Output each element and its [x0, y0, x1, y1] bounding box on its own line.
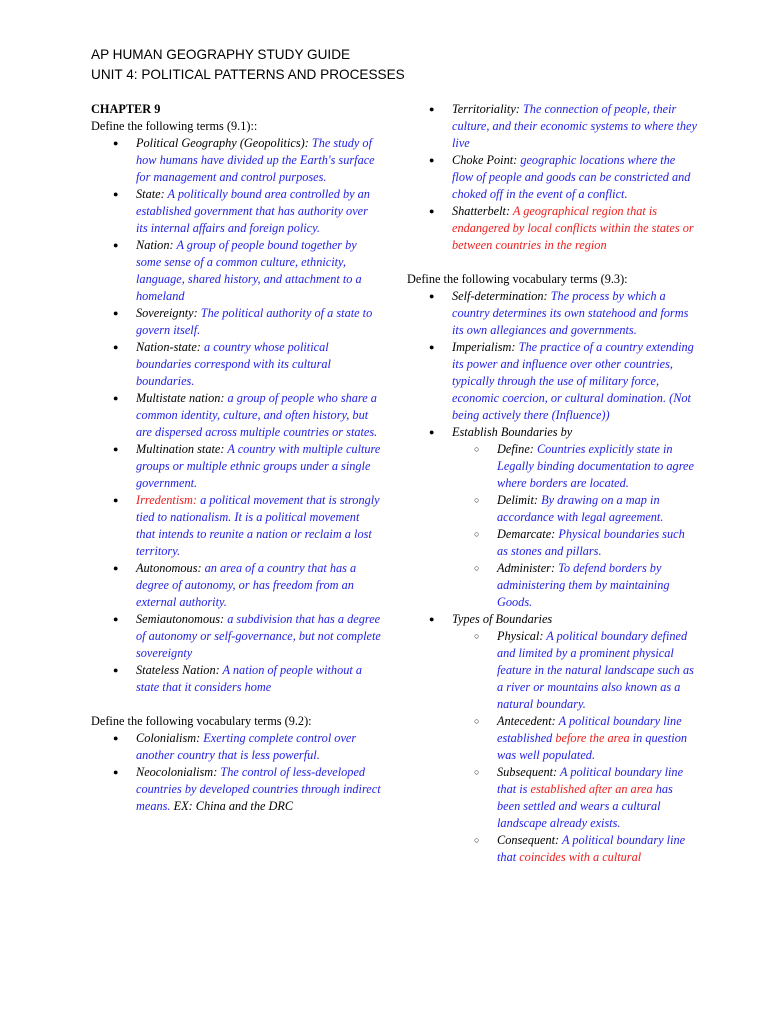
list-item	[497, 526, 697, 560]
term-definition: A politically bound area controlled by an established government that has authority over its internal affairs and foreign policy.	[136, 187, 370, 235]
term-label: Nation:	[136, 238, 177, 252]
term-definition: A country with multiple culture groups or multiple ethnic groups under a single government.	[136, 442, 381, 490]
terms-list-9-1	[91, 135, 381, 696]
document-header	[91, 45, 405, 85]
list-item	[497, 492, 697, 526]
term-definition: The process by which a country determines its own statehood and forms its own allegiances and governments.	[452, 289, 689, 337]
term-definition-cont: in question was well populated.	[497, 731, 688, 762]
term-example: EX: China and the DRC	[170, 799, 294, 813]
term-definition-cont: has been settled and wears a cultural landscape already exists.	[497, 782, 673, 830]
terms-list-9-2-cont	[407, 101, 697, 254]
term-definition: A political boundary line that	[497, 833, 686, 864]
list-item	[136, 662, 381, 696]
term-definition: A geographical region that is endangered by local conflicts within the states or between countries in the region	[452, 204, 694, 252]
term-definition: Exerting complete control over another country that is less powerful.	[136, 731, 357, 762]
list-item	[136, 305, 381, 339]
right-column	[407, 101, 697, 866]
term-label: Nation-state:	[136, 340, 204, 354]
term-label: Colonialism:	[136, 731, 204, 745]
term-definition: A nation of people without a state that it considers home	[136, 663, 363, 694]
list-item	[136, 441, 381, 492]
term-highlight: established after an area	[530, 782, 653, 796]
list-item	[452, 203, 697, 254]
terms-list-9-3	[407, 288, 697, 866]
term-highlight: coincides with a cultural	[519, 850, 642, 864]
term-label: Semiautonomous:	[136, 612, 228, 626]
terms-list-9-2	[91, 730, 381, 815]
term-label: Self-determination:	[452, 289, 551, 303]
list-item	[452, 288, 697, 339]
term-definition: The connection of people, their culture, and their economic systems to where they live	[452, 102, 697, 150]
term-definition: The practice of a country extending its power and influence over other countries, typically through the use of military force, economic coercion, or cultural domination. (Not being actively there (Influence))	[452, 340, 694, 422]
list-item	[497, 764, 697, 832]
term-definition: By drawing on a map in accordance with legal agreement.	[497, 493, 664, 524]
section-intro-9-3: Define the following vocabulary terms (9.3):	[407, 272, 628, 286]
term-definition: A political boundary defined and limited by a prominent physical feature in the natural landscape such as a river or mountains also known as a natural boundary.	[497, 629, 694, 711]
list-item	[136, 492, 381, 560]
term-label: Establish Boundaries by	[452, 425, 573, 439]
term-label: Neocolonialism:	[136, 765, 221, 779]
list-item	[497, 713, 697, 764]
term-definition: A group of people bound together by some sense of a common culture, ethnicity, language, shared history, and attachment to a homeland	[136, 238, 362, 303]
section-intro-9-2: Define the following vocabulary terms (9.2):	[91, 714, 312, 728]
list-item	[452, 424, 697, 611]
term-label: Antecedent:	[497, 714, 559, 728]
term-label: Multination state:	[136, 442, 228, 456]
term-definition: a political movement that is strongly tied to nationalism. It is a political movement that intends to reunite a nation or reclaim a lost territory.	[136, 493, 380, 558]
term-label: Multistate nation:	[136, 391, 228, 405]
term-label: Territoriality:	[452, 102, 523, 116]
list-item	[136, 339, 381, 390]
term-label: Define:	[497, 442, 537, 456]
term-definition: A political boundary line that is	[497, 765, 684, 796]
list-item	[497, 628, 697, 713]
establish-sublist	[452, 441, 697, 611]
term-label: Types of Boundaries	[452, 612, 553, 626]
list-item	[497, 832, 697, 866]
term-definition: Countries explicitly state in Legally binding documentation to agree where borders are located.	[497, 442, 694, 490]
term-label: Stateless Nation:	[136, 663, 223, 677]
term-label: Consequent:	[497, 833, 563, 847]
list-item	[136, 764, 381, 815]
term-highlight: before the area	[555, 731, 630, 745]
term-label: Imperialism:	[452, 340, 519, 354]
list-item	[136, 186, 381, 237]
term-definition: geographic locations where the flow of people and goods can be constricted and choked off in the event of a conflict.	[452, 153, 691, 201]
list-item	[136, 730, 381, 764]
term-definition: The study of how humans have divided up the Earth's surface for management and control purposes.	[136, 136, 375, 184]
list-item	[136, 237, 381, 305]
boundary-types-sublist	[452, 628, 697, 866]
term-label: Demarcate:	[497, 527, 559, 541]
list-item	[452, 152, 697, 203]
term-definition: The control of less-developed countries by developed countries through indirect means.	[136, 765, 381, 813]
list-item	[136, 390, 381, 441]
term-label: Choke Point:	[452, 153, 521, 167]
list-item	[452, 339, 697, 424]
term-label: Political Geography (Geopolitics):	[136, 136, 312, 150]
list-item	[452, 611, 697, 866]
term-definition: an area of a country that has a degree of autonomy, or has freedom from an external authority.	[136, 561, 357, 609]
term-definition: a country whose political boundaries correspond with its cultural boundaries.	[136, 340, 331, 388]
term-label: Sovereignty:	[136, 306, 201, 320]
term-label: Shatterbelt:	[452, 204, 513, 218]
left-column	[91, 101, 381, 815]
term-definition: Physical boundaries such as stones and pillars.	[497, 527, 685, 558]
term-definition: a subdivision that has a degree of autonomy or self-governance, but not complete sovereignty	[136, 612, 381, 660]
term-label: Irredentism:	[136, 493, 201, 507]
list-item	[452, 101, 697, 152]
term-definition: The political authority of a state to govern itself.	[136, 306, 373, 337]
list-item	[497, 441, 697, 492]
list-item	[497, 560, 697, 611]
term-label: Autonomous:	[136, 561, 205, 575]
chapter-heading: CHAPTER 9	[91, 102, 161, 116]
term-label: Subsequent:	[497, 765, 560, 779]
term-label: Physical:	[497, 629, 547, 643]
term-label: Delimit:	[497, 493, 542, 507]
term-definition: a group of people who share a common identity, culture, and often history, but are dispersed across multiple countries or states.	[136, 391, 378, 439]
section-intro-9-1: Define the following terms (9.1)::	[91, 119, 258, 133]
term-definition: A political boundary line established	[497, 714, 682, 745]
list-item	[136, 135, 381, 186]
guide-title: AP HUMAN GEOGRAPHY STUDY GUIDE	[91, 47, 351, 62]
term-definition: To defend borders by administering them by maintaining Goods.	[497, 561, 670, 609]
term-label: Administer:	[497, 561, 559, 575]
list-item	[136, 611, 381, 662]
term-label: State:	[136, 187, 168, 201]
list-item	[136, 560, 381, 611]
unit-title: UNIT 4: POLITICAL PATTERNS AND PROCESSES	[91, 67, 405, 82]
